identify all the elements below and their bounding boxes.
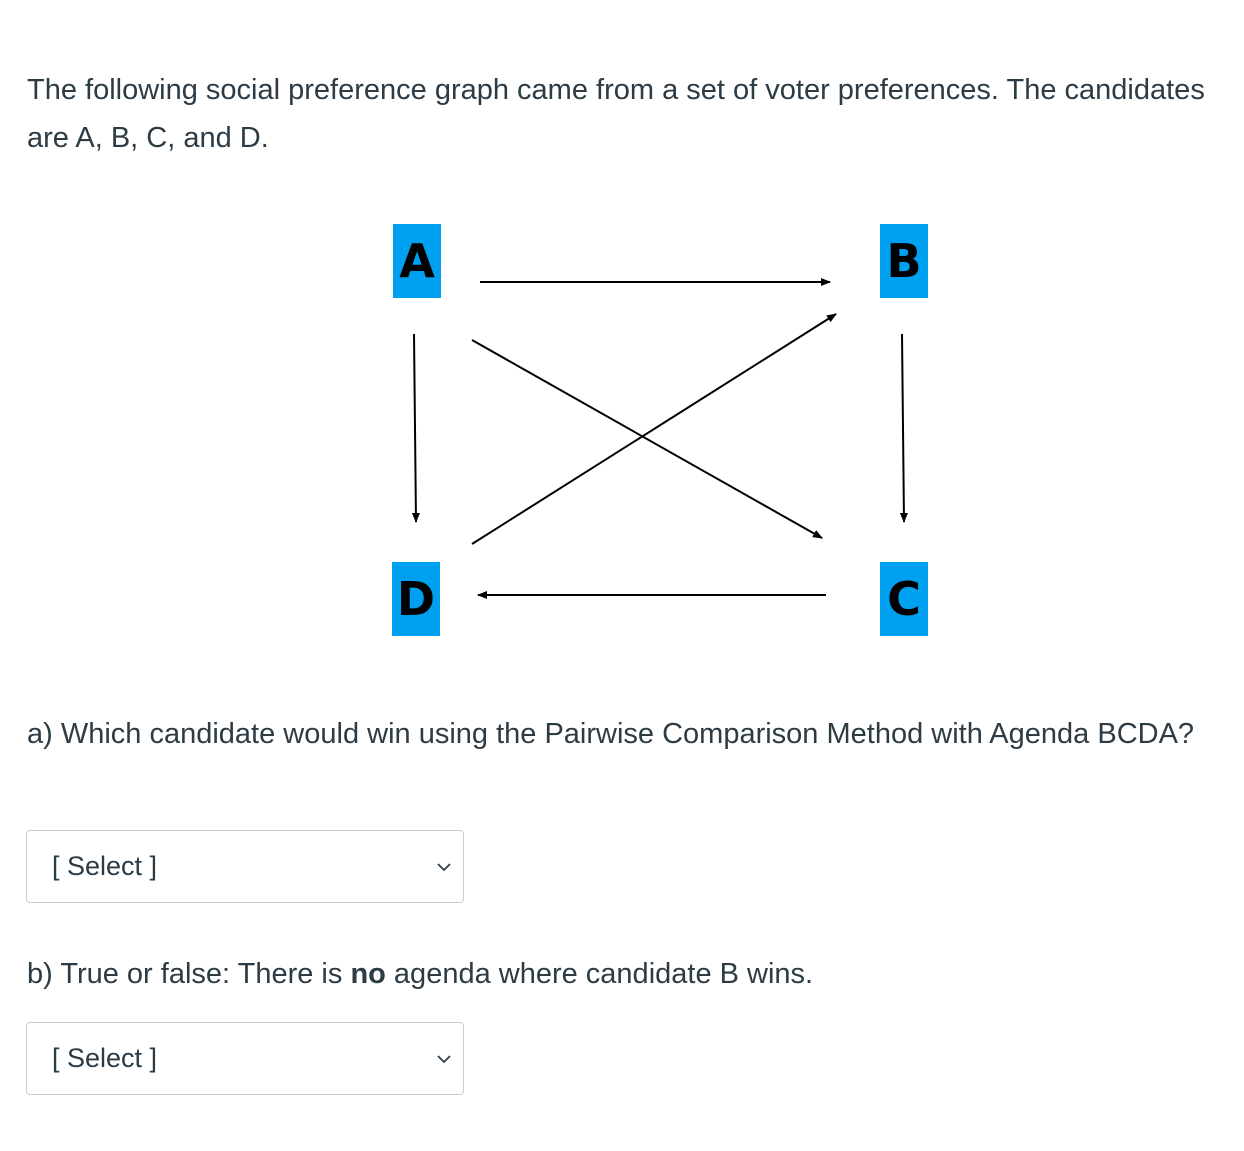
question-b-suffix: agenda where candidate B wins. <box>385 958 814 990</box>
node-c: C <box>880 562 928 636</box>
edge-a-to-d <box>414 334 416 522</box>
question-b-emphasis: no <box>350 958 386 990</box>
social-preference-graph <box>360 210 960 660</box>
question-b-select[interactable] <box>26 1022 464 1095</box>
question-a-select-value: [ Select ] <box>52 851 158 881</box>
node-d: D <box>392 562 440 636</box>
question-a-text: a) Which candidate would win using the Pairwise Comparison Method with Agenda BCDA? <box>27 718 1195 750</box>
chevron-down-icon <box>437 860 451 874</box>
question-b-prefix: b) True or false: There is <box>27 958 351 990</box>
chevron-down-icon <box>437 1052 451 1066</box>
question-a-select[interactable] <box>26 830 464 903</box>
question-b-text <box>27 950 1217 998</box>
edge-a-to-c <box>472 340 822 538</box>
node-b: B <box>880 224 928 298</box>
edge-b-to-c <box>902 334 904 522</box>
edge-d-to-b <box>472 314 836 544</box>
intro-text: The following social preference graph came from a set of voter preferences. The candidates are A, B, C, and D. <box>27 74 1205 154</box>
node-a: A <box>393 224 441 298</box>
graph-edges <box>360 210 960 660</box>
question-b-select-value: [ Select ] <box>52 1043 158 1073</box>
